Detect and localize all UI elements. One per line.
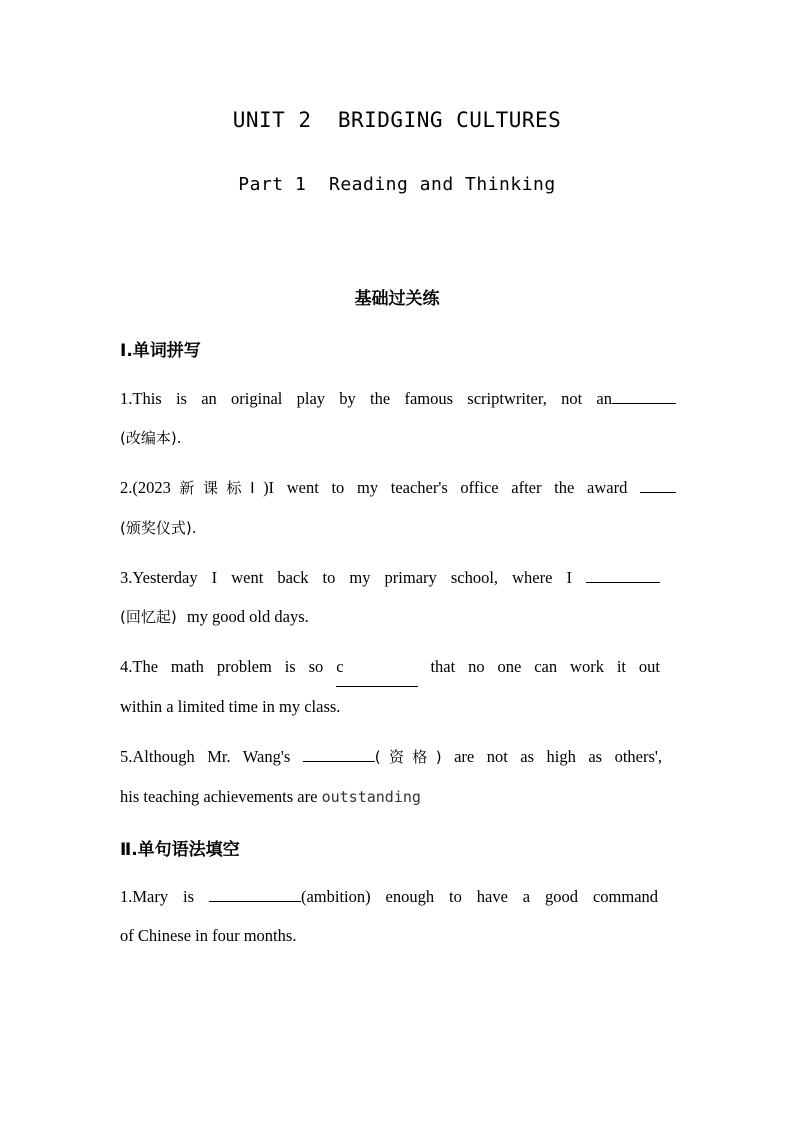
question-text: 5.Although Mr. Wang's bbox=[120, 747, 291, 766]
question-text: my good old days. bbox=[186, 607, 309, 626]
question-line bbox=[120, 558, 660, 597]
part2-heading: Ⅱ.单句语法填空 bbox=[120, 840, 240, 860]
question-number: 2.(2023 bbox=[120, 478, 171, 497]
question-hint: (资格) bbox=[374, 748, 442, 766]
answer-blank[interactable] bbox=[209, 887, 301, 902]
question-text-tail: outstanding bbox=[321, 788, 421, 806]
question-text: )I went to my teacher's office after the award bbox=[263, 478, 628, 497]
question-hint: (改编本). bbox=[120, 429, 182, 447]
question-1-4 bbox=[120, 647, 660, 726]
answer-blank[interactable] bbox=[612, 389, 676, 404]
question-line bbox=[120, 597, 660, 637]
question-line bbox=[120, 737, 662, 777]
unit-title: UNIT 2 BRIDGING CULTURES bbox=[232, 108, 562, 132]
question-text: within a limited time in my class. bbox=[120, 697, 341, 716]
question-1-5 bbox=[120, 737, 662, 817]
answer-blank[interactable] bbox=[640, 478, 676, 493]
question-hint: (ambition) bbox=[300, 887, 371, 906]
question-1-3 bbox=[120, 558, 660, 637]
section-title: 基础过关练 bbox=[354, 289, 440, 309]
question-line bbox=[120, 877, 658, 916]
part1-heading: Ⅰ.单词拼写 bbox=[120, 341, 201, 361]
question-text: 4.The math problem is so bbox=[120, 657, 324, 676]
question-line bbox=[120, 468, 676, 508]
question-text: of Chinese in four months. bbox=[120, 926, 297, 945]
question-line bbox=[120, 777, 662, 817]
question-line bbox=[120, 508, 676, 548]
answer-blank[interactable] bbox=[336, 647, 417, 687]
question-text: 1.Mary is bbox=[120, 887, 195, 906]
exam-source: 新课标Ⅰ bbox=[170, 479, 264, 497]
question-1-2 bbox=[120, 468, 676, 548]
question-line bbox=[120, 687, 660, 726]
question-2-1 bbox=[120, 877, 658, 955]
answer-blank[interactable] bbox=[303, 747, 375, 762]
question-text: 1.This is an original play by the famous scriptwriter, not an bbox=[120, 389, 612, 408]
question-text: enough to have a good command bbox=[385, 887, 659, 906]
question-line bbox=[120, 916, 658, 955]
question-text: are not as high as others', bbox=[454, 747, 662, 766]
question-line bbox=[120, 418, 676, 458]
question-text: his teaching achievements are bbox=[120, 787, 318, 806]
question-text: 3.Yesterday I went back to my primary school, where I bbox=[120, 568, 572, 587]
question-line bbox=[120, 379, 676, 418]
unit-subtitle: Part 1 Reading and Thinking bbox=[238, 174, 556, 195]
initial-letter-hint: c bbox=[336, 657, 344, 676]
question-hint: (颁奖仪式). bbox=[120, 519, 197, 537]
question-text: that no one can work it out bbox=[430, 657, 661, 676]
answer-blank[interactable] bbox=[586, 568, 660, 583]
question-hint: (回忆起) bbox=[120, 608, 177, 626]
question-line bbox=[120, 647, 660, 687]
question-1-1 bbox=[120, 379, 676, 458]
